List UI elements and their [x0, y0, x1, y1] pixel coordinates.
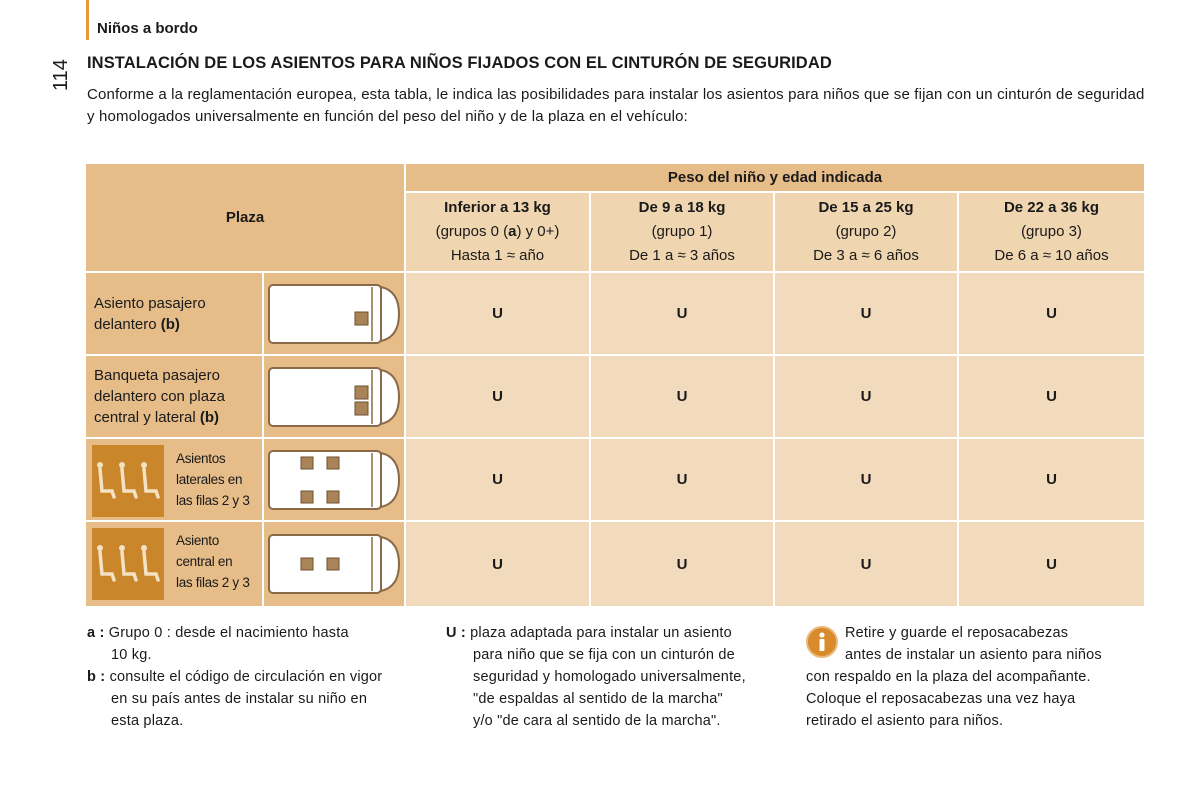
footnote-a: a : Grupo 0 : desde el nacimiento hasta — [87, 625, 349, 641]
value-cell: U — [406, 273, 591, 356]
plaza-header-label: Plaza — [225, 208, 265, 226]
value-cell: U — [775, 356, 959, 439]
value-cell: U — [959, 273, 1144, 356]
value-cell: U — [959, 522, 1144, 606]
page-number: 114 — [50, 59, 72, 91]
van-central-seats-icon — [267, 529, 401, 599]
footnote-a-cont: 10 kg. — [111, 647, 152, 663]
info-note-cont: con respaldo en la plaza del acompañante. Coloque el reposacabezas una vez haya retirado el asiento para niños. — [806, 669, 1091, 729]
child-seat-table — [86, 164, 1144, 606]
van-lateral-seats-icon — [267, 445, 401, 515]
row-2-label: Asientos laterales en las filas 2 y 3 — [176, 451, 250, 508]
value-cell: U — [775, 439, 959, 522]
value-cell: U — [591, 273, 775, 356]
row-1-van-diagram — [264, 356, 406, 439]
van-front-bench-icon — [267, 362, 401, 432]
footnote-u: U : plaza adaptada para instalar un asiento — [446, 625, 732, 641]
footnote-b-cont: en su país antes de instalar su niño en esta plaza. — [111, 691, 368, 729]
value-cell: U — [591, 356, 775, 439]
value-cell: U — [959, 439, 1144, 522]
van-front-seat-icon — [267, 279, 401, 349]
row-0-plaza: Asiento pasajero delantero (b) — [86, 273, 264, 356]
plaza-header — [86, 164, 406, 273]
page-title: INSTALACIÓN DE LOS ASIENTOS PARA NIÑOS FIJADOS CON EL CINTURÓN DE SEGURIDAD — [87, 54, 832, 72]
group-header-2: De 15 a 25 kg (grupo 2) De 3 a ≈ 6 años — [775, 193, 959, 273]
group-header-3: De 22 a 36 kg (grupo 3) De 6 a ≈ 10 años — [959, 193, 1144, 273]
value-cell: U — [591, 522, 775, 606]
weight-header-label: Peso del niño y edad indicada — [667, 168, 883, 186]
group-header-0: Inferior a 13 kg (grupos 0 (a) y 0+) Hasta 1 ≈ año — [406, 193, 591, 273]
row-1-plaza: Banqueta pasajero delantero con plaza central y lateral (b) — [86, 356, 264, 439]
value-cell: U — [406, 439, 591, 522]
row-3-label: Asiento central en las filas 2 y 3 — [176, 533, 250, 590]
intro-paragraph: Conforme a la reglamentación europea, esta tabla, le indica las posibilidades para instalar los asientos para niños que se fijan con un cinturón de seguridad y homologados universalmente en función del peso del niño y de la plaza en el vehículo: — [87, 86, 1145, 125]
info-note: Retire y guarde el reposacabezas antes de instalar un asiento para niños — [845, 625, 1102, 663]
value-cell: U — [775, 273, 959, 356]
value-cell: U — [406, 522, 591, 606]
seat-row-icon — [92, 445, 164, 517]
value-cell: U — [591, 439, 775, 522]
row-0-van-diagram — [264, 273, 406, 356]
weight-header — [406, 164, 1144, 193]
row-3-van-diagram — [264, 522, 406, 606]
footnote-u-cont: para niño que se fija con un cinturón de seguridad y homologado universalmente, "de espaldas al sentido de la marcha" y/o "de cara al sentido de la marcha". — [473, 647, 746, 729]
value-cell: U — [775, 522, 959, 606]
footnote-b: b : consulte el código de circulación en vigor — [87, 669, 383, 685]
row-2-van-diagram — [264, 439, 406, 522]
group-header-1: De 9 a 18 kg (grupo 1) De 1 a ≈ 3 años — [591, 193, 775, 273]
info-icon — [806, 626, 838, 658]
seat-row-icon — [92, 528, 164, 600]
section-accent-bar — [86, 0, 89, 40]
value-cell: U — [959, 356, 1144, 439]
value-cell: U — [406, 356, 591, 439]
section-title: Niños a bordo — [97, 20, 198, 37]
